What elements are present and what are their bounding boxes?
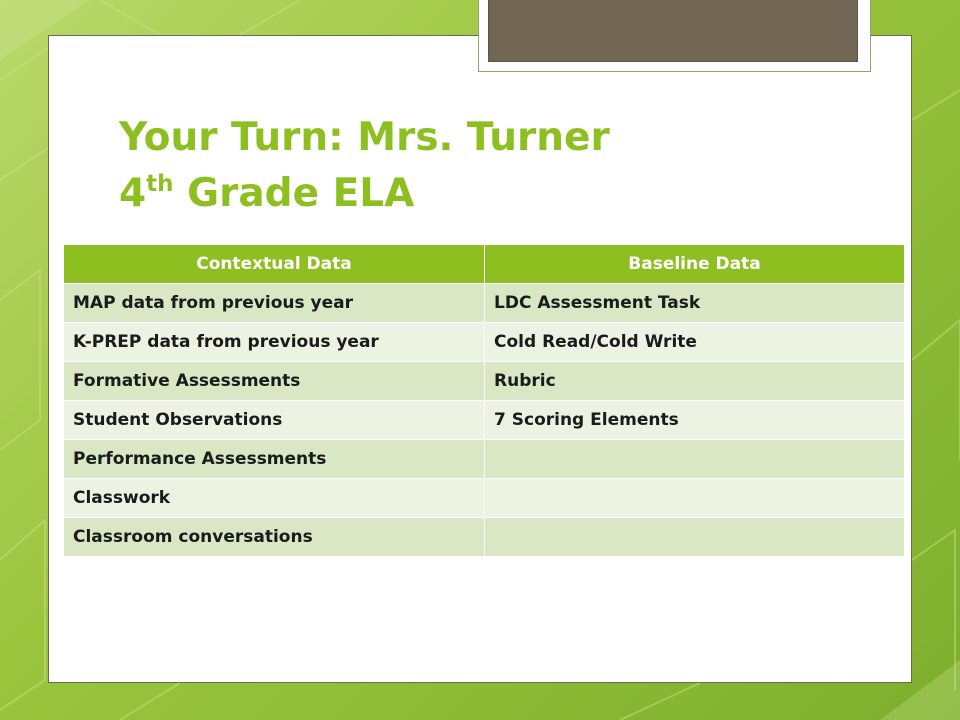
table-cell: MAP data from previous year xyxy=(64,284,485,323)
table-cell: Rubric xyxy=(485,362,905,401)
table-row xyxy=(64,284,904,323)
table-cell: Classwork xyxy=(64,479,485,518)
table-header-row xyxy=(64,245,904,284)
slide-title xyxy=(119,110,610,222)
table-cell: Student Observations xyxy=(64,401,485,440)
table-row xyxy=(64,479,904,518)
table-row xyxy=(64,518,904,557)
table-row xyxy=(64,401,904,440)
table-cell: K-PREP data from previous year xyxy=(64,323,485,362)
title-line-2: 4th Grade ELA xyxy=(119,171,415,216)
table-cell: LDC Assessment Task xyxy=(485,284,905,323)
table-cell xyxy=(485,440,905,479)
header-baseline-data: Baseline Data xyxy=(485,245,905,284)
table-row xyxy=(64,362,904,401)
slide-tab xyxy=(488,0,858,62)
table-cell: Performance Assessments xyxy=(64,440,485,479)
table-cell: Classroom conversations xyxy=(64,518,485,557)
table-cell xyxy=(485,518,905,557)
header-contextual-data: Contextual Data xyxy=(64,245,485,284)
data-table xyxy=(64,245,904,556)
table-cell xyxy=(485,479,905,518)
table-row xyxy=(64,323,904,362)
table-row xyxy=(64,440,904,479)
title-line-1: Your Turn: Mrs. Turner xyxy=(119,115,610,160)
table-cell: Formative Assessments xyxy=(64,362,485,401)
table-cell: 7 Scoring Elements xyxy=(485,401,905,440)
table-cell: Cold Read/Cold Write xyxy=(485,323,905,362)
